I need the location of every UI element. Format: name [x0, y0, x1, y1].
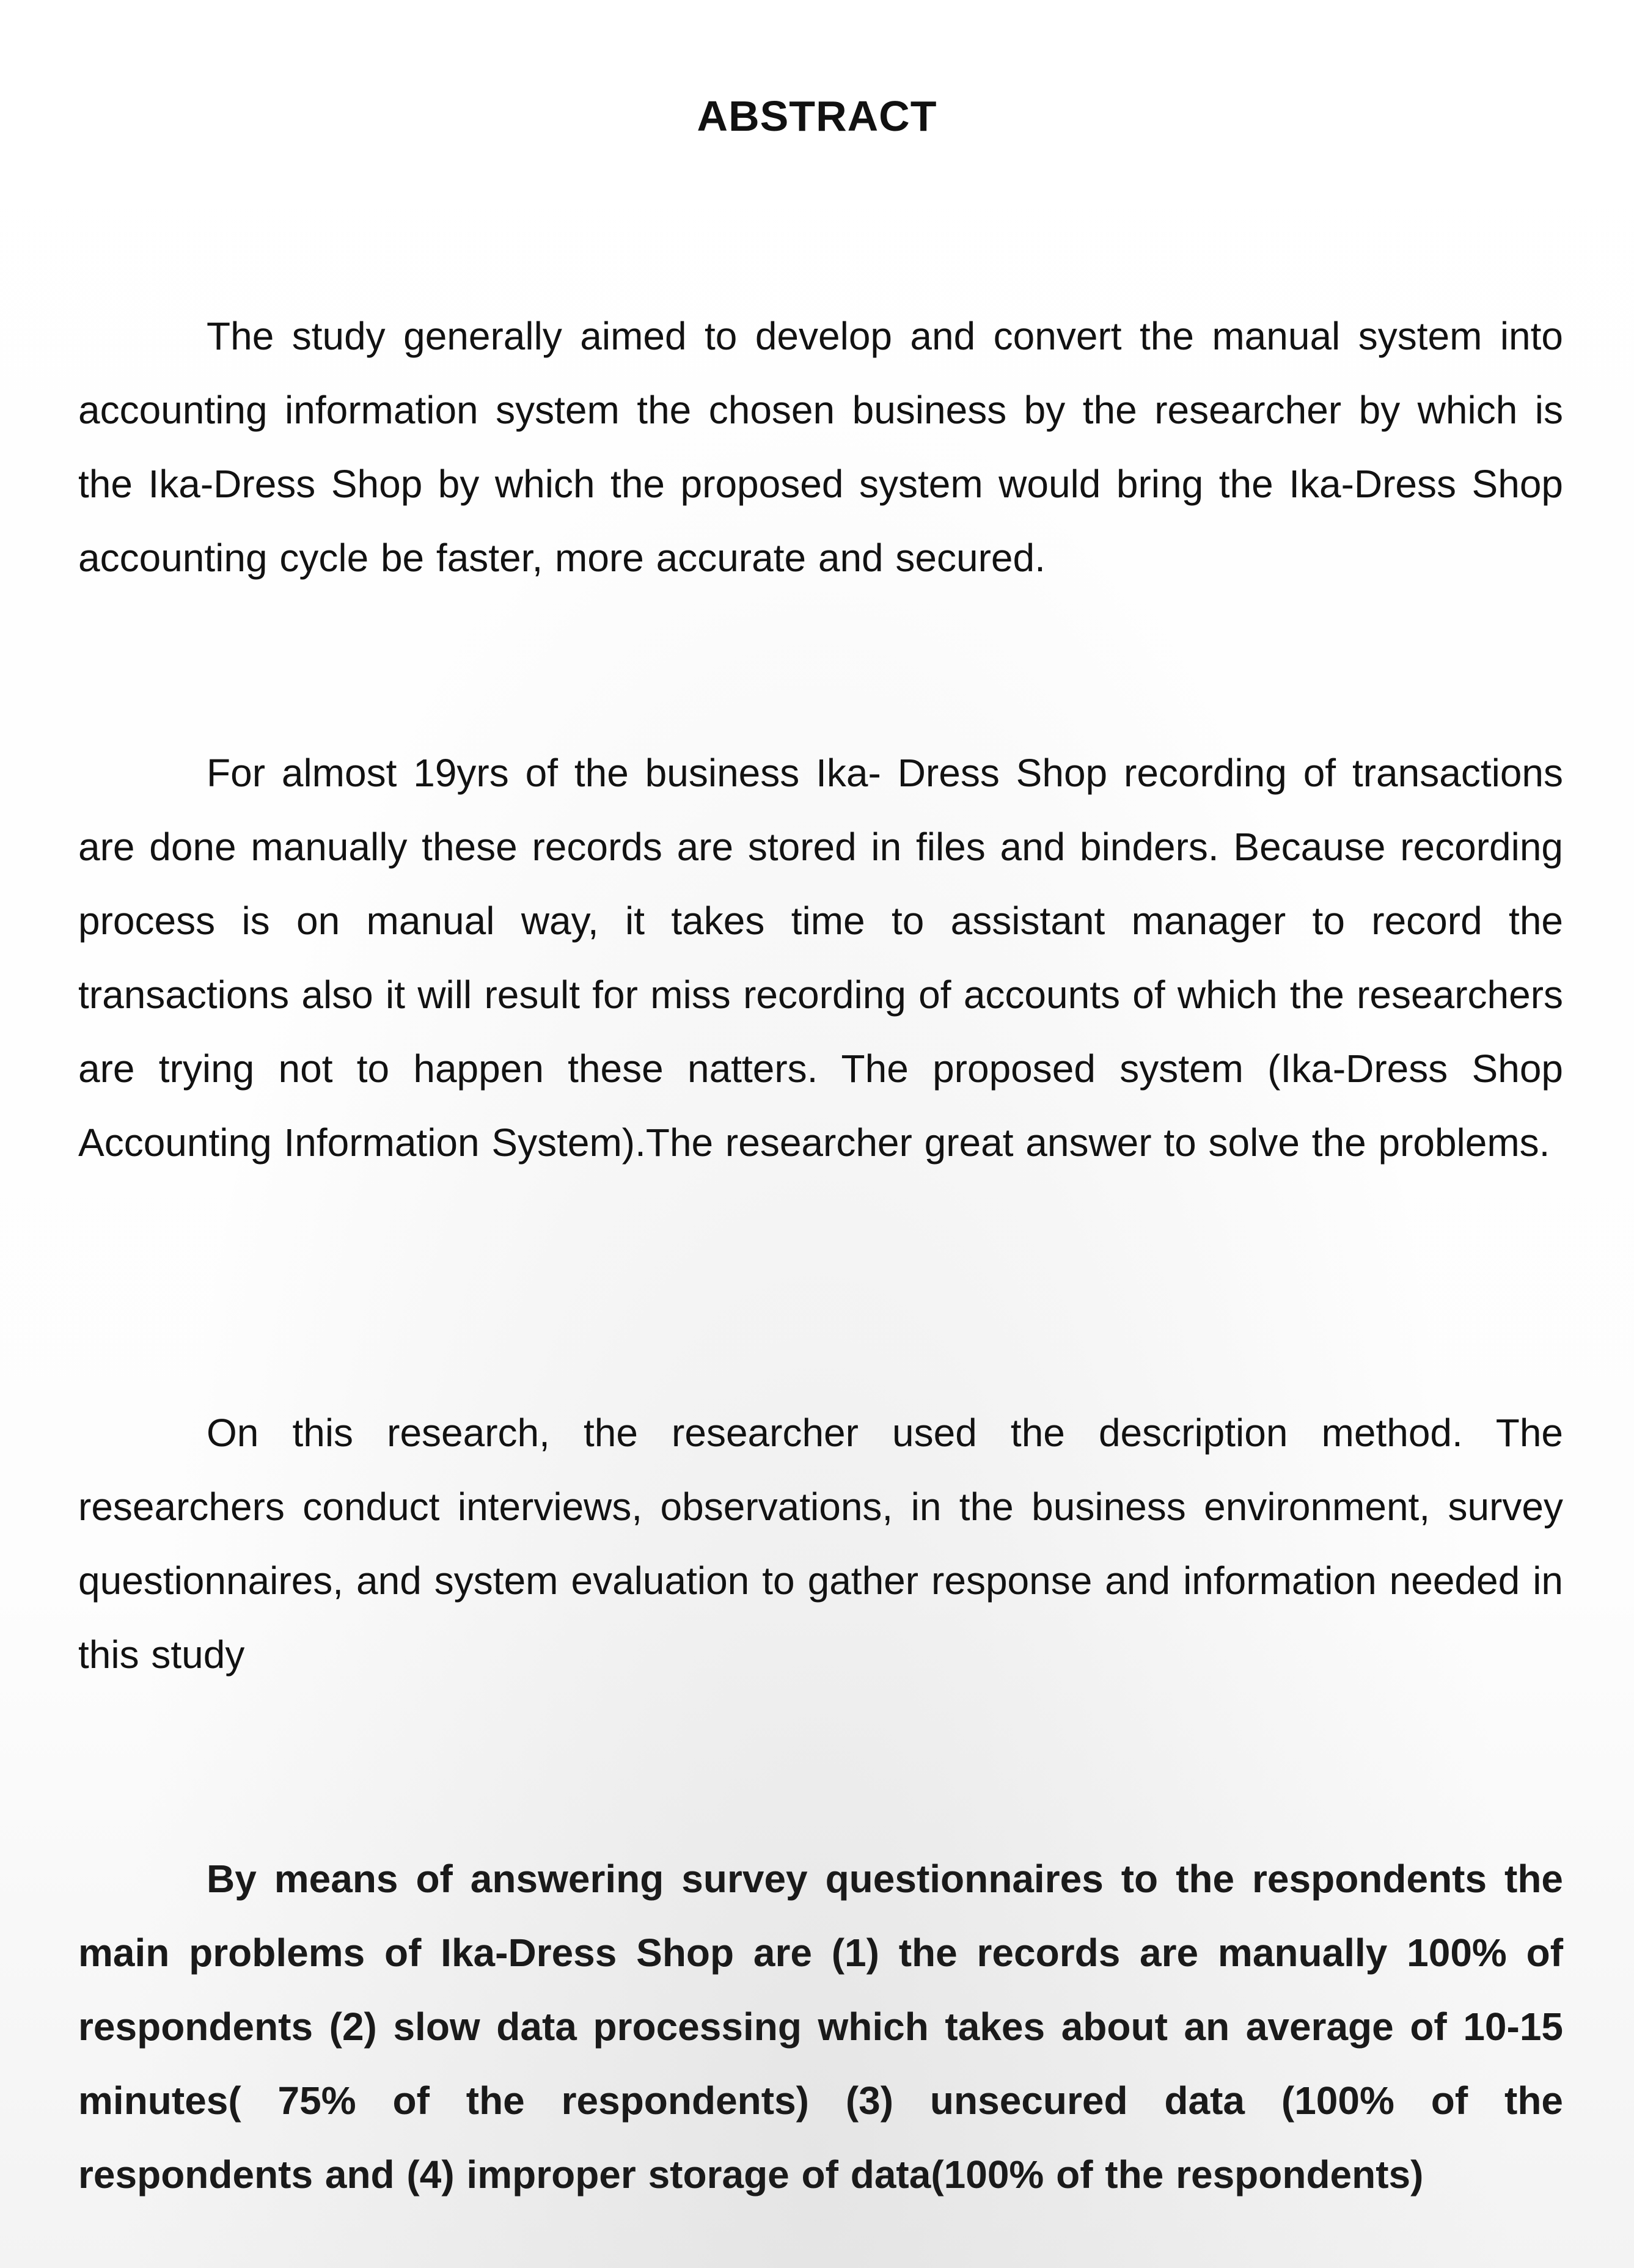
abstract-paragraph-1: The study generally aimed to develop and convert the manual system into accounting information system the chosen business by the researcher by which is the Ika-Dress Shop by which the proposed system would bring the Ika-Dress Shop accounting cycle be faster, more accurate and secured.: [78, 314, 1563, 580]
abstract-paragraph-3: On this research, the researcher used the description method. The researchers conduct interviews, observations, in the business environment, survey questionnaires, and system evaluation to gather response and information needed in this study: [78, 1411, 1563, 1677]
abstract-paragraph-2: For almost 19yrs of the business Ika- Dress Shop recording of transactions are done manually these records are stored in files and binders. Because recording process is on manual way, it takes time to assistant manager to record the transactions also it will result for miss recording of accounts of which the researchers are trying not to happen these natters. The proposed system (Ika-Dress Shop Accounting Information System).The researcher great answer to solve the problems.: [78, 751, 1563, 1165]
abstract-paragraph-4: By means of answering survey questionnaires to the respondents the main problems of Ika-Dress Shop are (1) the records are manually 100% of respondents (2) slow data processing which takes about an average of 10-15 minutes( 75% of the respondents) (3) unsecured data (100% of the respondents and (4) improper storage of data(100% of the respondents): [78, 1857, 1563, 2197]
abstract-title: ABSTRACT: [697, 92, 937, 140]
